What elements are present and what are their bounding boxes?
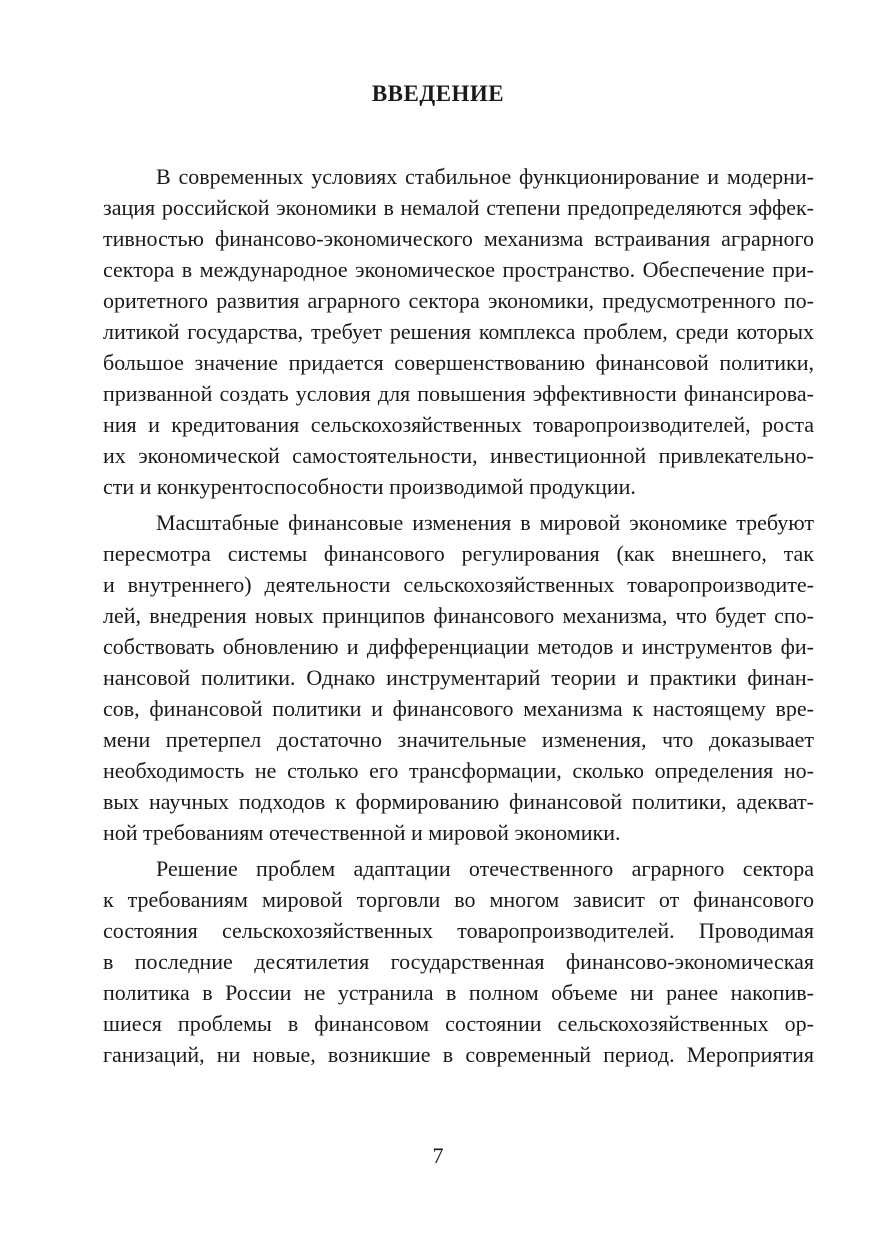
text-line: ния и кредитования сельскохозяйственных товаропроизводителей, роста: [103, 412, 814, 437]
text-line: Решение проблем адаптации отечественного аграрного сектора: [156, 856, 814, 881]
text-line: к требованиям мировой торговли во многом зависит от финансового: [103, 887, 814, 912]
text-line: ной требованиям отечественной и мировой экономики.: [103, 820, 621, 845]
text-line: состояния сельскохозяйственных товаропроизводителей. Проводимая: [103, 918, 814, 943]
text-line: в последние десятилетия государственная финансово-экономическая: [103, 949, 814, 974]
text-line: шиеся проблемы в финансовом состоянии сельскохозяйственных ор-: [103, 1011, 814, 1036]
text-line: В современных условиях стабильное функционирование и модерни-: [156, 164, 814, 189]
text-line: лей, внедрения новых принципов финансового механизма, что будет спо-: [103, 603, 814, 628]
text-line: пересмотра системы финансового регулирования (как внешнего, так: [103, 541, 814, 566]
text-line: политика в России не устранила в полном объеме ни ранее накопив-: [103, 980, 814, 1005]
text-line: нансовой политики. Однако инструментарий теории и практики финан-: [103, 665, 814, 690]
text-line: оритетного развития аграрного сектора экономики, предусмотренного по-: [103, 288, 814, 313]
text-line: вых научных подходов к формированию финансовой политики, адекват-: [103, 789, 814, 814]
paragraph-2: [103, 507, 814, 848]
text-line: сектора в международное экономическое пространство. Обеспечение при-: [103, 257, 814, 282]
body-text: [103, 161, 814, 1070]
text-line: сти и конкурентоспособности производимой продукции.: [103, 474, 636, 499]
text-line: ганизаций, ни новые, возникшие в современный период. Мероприятия: [103, 1042, 814, 1067]
text-line: необходимость не столько его трансформации, сколько определения но-: [103, 758, 814, 783]
text-line: сов, финансовой политики и финансового механизма к настоящему вре-: [103, 696, 814, 721]
text-line: собствовать обновлению и дифференциации методов и инструментов фи-: [103, 634, 814, 659]
page-number: 7: [432, 1143, 444, 1168]
text-line: призванной создать условия для повышения эффективности финансирова-: [103, 381, 814, 406]
paragraph-1: [103, 161, 814, 502]
text-line: мени претерпел достаточно значительные изменения, что доказывает: [103, 727, 814, 752]
text-line: их экономической самостоятельности, инвестиционной привлекательно-: [103, 443, 814, 468]
text-line: тивностью финансово-экономического механизма встраивания аграрного: [103, 226, 814, 251]
text-line: литикой государства, требует решения комплекса проблем, среди которых: [103, 319, 814, 344]
section-title: ВВЕДЕНИЕ: [371, 81, 505, 106]
text-line: Масштабные финансовые изменения в мировой экономике требуют: [156, 510, 814, 535]
text-line: и внутреннего) деятельности сельскохозяйственных товаропроизводите-: [103, 572, 814, 597]
paragraph-3: [103, 853, 814, 1070]
text-line: зация российской экономики в немалой степени предопределяются эффек-: [103, 195, 814, 220]
text-line: большое значение придается совершенствованию финансовой политики,: [103, 350, 814, 375]
